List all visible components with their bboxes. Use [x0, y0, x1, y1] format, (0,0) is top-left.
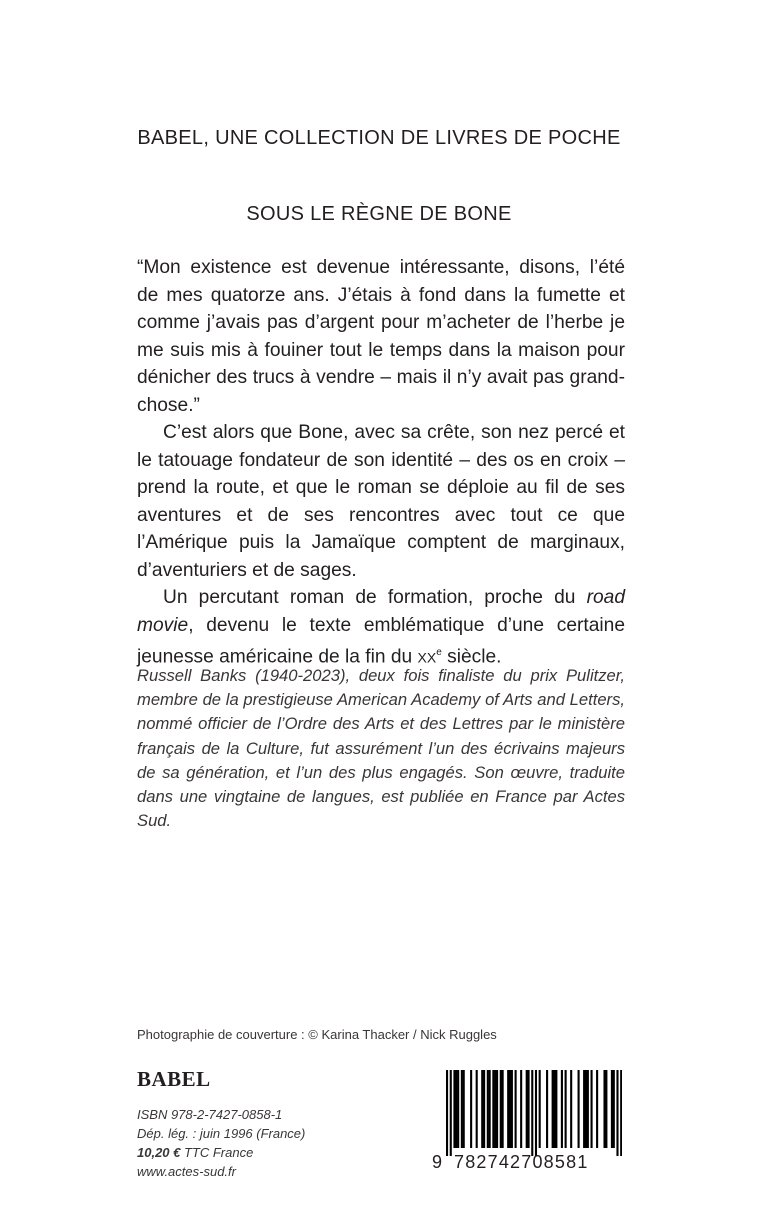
blurb-quote: “Mon existence est devenue intéressante, disons, l’été de mes quatorze ans. J’étais à fond dans la fumette et comme j’avais pas d’argent pour m’acheter de l’herbe je me suis mis à fouiner tout le temps dans la maison pour dénicher des trucs à vendre – mais il n’y avait pas grand-chose.” — [137, 257, 625, 416]
barcode-bar — [583, 1070, 585, 1148]
publisher-logo: BABEL — [137, 1067, 211, 1091]
barcode-bar — [585, 1070, 587, 1148]
barcode-bar — [565, 1070, 567, 1148]
barcode-bar — [616, 1070, 618, 1156]
barcode-bar — [531, 1070, 533, 1156]
barcode-bar — [603, 1070, 605, 1148]
barcode-bar — [561, 1070, 563, 1148]
barcode-bar — [483, 1070, 485, 1148]
barcode-bar — [450, 1070, 452, 1156]
barcode-bar — [453, 1070, 455, 1148]
barcode-bar — [611, 1070, 613, 1148]
century-numeral: XX — [417, 649, 437, 666]
blurb — [137, 254, 625, 672]
barcode-bar — [528, 1070, 530, 1148]
barcode-bar — [500, 1070, 502, 1148]
collection-line: BABEL, UNE COLLECTION DE LIVRES DE POCHE — [137, 127, 621, 149]
barcode-bar — [535, 1070, 537, 1156]
publication-info — [137, 1105, 305, 1181]
barcode-bar — [455, 1070, 457, 1148]
barcode-bar — [578, 1070, 580, 1148]
barcode-bar — [553, 1070, 555, 1148]
barcode-bar — [620, 1070, 622, 1156]
century-superscript: e — [436, 647, 442, 658]
barcode-bar — [526, 1070, 528, 1148]
blurb-italic-text: road movie — [137, 587, 625, 636]
website-link[interactable]: www.actes-sud.fr — [137, 1164, 236, 1179]
barcode-first-digit: 9 — [432, 1152, 443, 1172]
barcode-bar — [546, 1070, 548, 1148]
barcode — [432, 1064, 628, 1182]
barcode-bar — [587, 1070, 589, 1148]
barcode-bar — [591, 1070, 593, 1148]
photo-credit: Photographie de couverture : © Karina Thacker / Nick Ruggles — [137, 1027, 497, 1042]
barcode-bar — [539, 1070, 541, 1148]
barcode-bar — [489, 1070, 491, 1148]
barcode-bar — [511, 1070, 513, 1148]
barcode-bar — [457, 1070, 459, 1148]
price — [137, 1143, 305, 1162]
barcode-bar — [520, 1070, 522, 1148]
barcode-bars — [446, 1070, 622, 1156]
barcode-bar — [552, 1070, 554, 1148]
barcode-bar — [613, 1070, 615, 1148]
barcode-bar — [605, 1070, 607, 1148]
barcode-bar — [515, 1070, 517, 1148]
barcode-bar — [496, 1070, 498, 1148]
barcode-bar — [555, 1070, 557, 1148]
barcode-bar — [476, 1070, 478, 1148]
barcode-bar — [502, 1070, 504, 1148]
barcode-digits: 782742708581 — [454, 1152, 589, 1172]
blurb-text: siècle. — [441, 646, 502, 668]
barcode-bar — [470, 1070, 472, 1148]
barcode-bar — [446, 1070, 448, 1156]
barcode-bar — [494, 1070, 496, 1148]
barcode-bar — [463, 1070, 465, 1148]
barcode-bar — [481, 1070, 483, 1148]
price-suffix: TTC France — [180, 1145, 254, 1160]
author-bio: Russell Banks (1940-2023), deux fois finaliste du prix Pulitzer, membre de la prestigieuse American Academy of Arts and Letters, nommé officier de l’Ordre des Arts et des Lettres par le ministère français de la Culture, fut assurément l’un des écrivains majeurs de sa génération, et l’un des plus engagés. Son œuvre, traduite dans une vingtaine de langues, est publiée en France par Actes Sud. — [137, 666, 625, 831]
barcode-bar — [461, 1070, 463, 1148]
barcode-bar — [492, 1070, 494, 1148]
price-value: 10,20 € — [137, 1145, 181, 1160]
blurb-text: , devenu le texte emblématique d’une certaine jeunesse américaine de la fin du — [137, 614, 625, 668]
barcode-bar — [570, 1070, 572, 1148]
isbn: ISBN 978-2-7427-0858-1 — [137, 1107, 283, 1122]
blurb-text: Un percutant roman de formation, proche du — [163, 587, 587, 608]
legal-deposit: Dép. lég. : juin 1996 (France) — [137, 1126, 306, 1141]
barcode-bar — [507, 1070, 509, 1148]
barcode-bar — [596, 1070, 598, 1148]
book-title: SOUS LE RÈGNE DE BONE — [246, 203, 512, 225]
barcode-bar — [509, 1070, 511, 1148]
barcode-bar — [487, 1070, 489, 1148]
blurb-paragraph: C’est alors que Bone, avec sa crête, son nez percé et le tatouage fondateur de son identité – des os en croix – prend la route, et que le roman se déploie au fil de ses aventures et de ses rencontres avec tout ce que l’Amérique puis la Jamaïque comptent de marginaux, d’aventuriers et de sages. — [137, 422, 625, 581]
blurb-paragraph — [137, 584, 625, 672]
